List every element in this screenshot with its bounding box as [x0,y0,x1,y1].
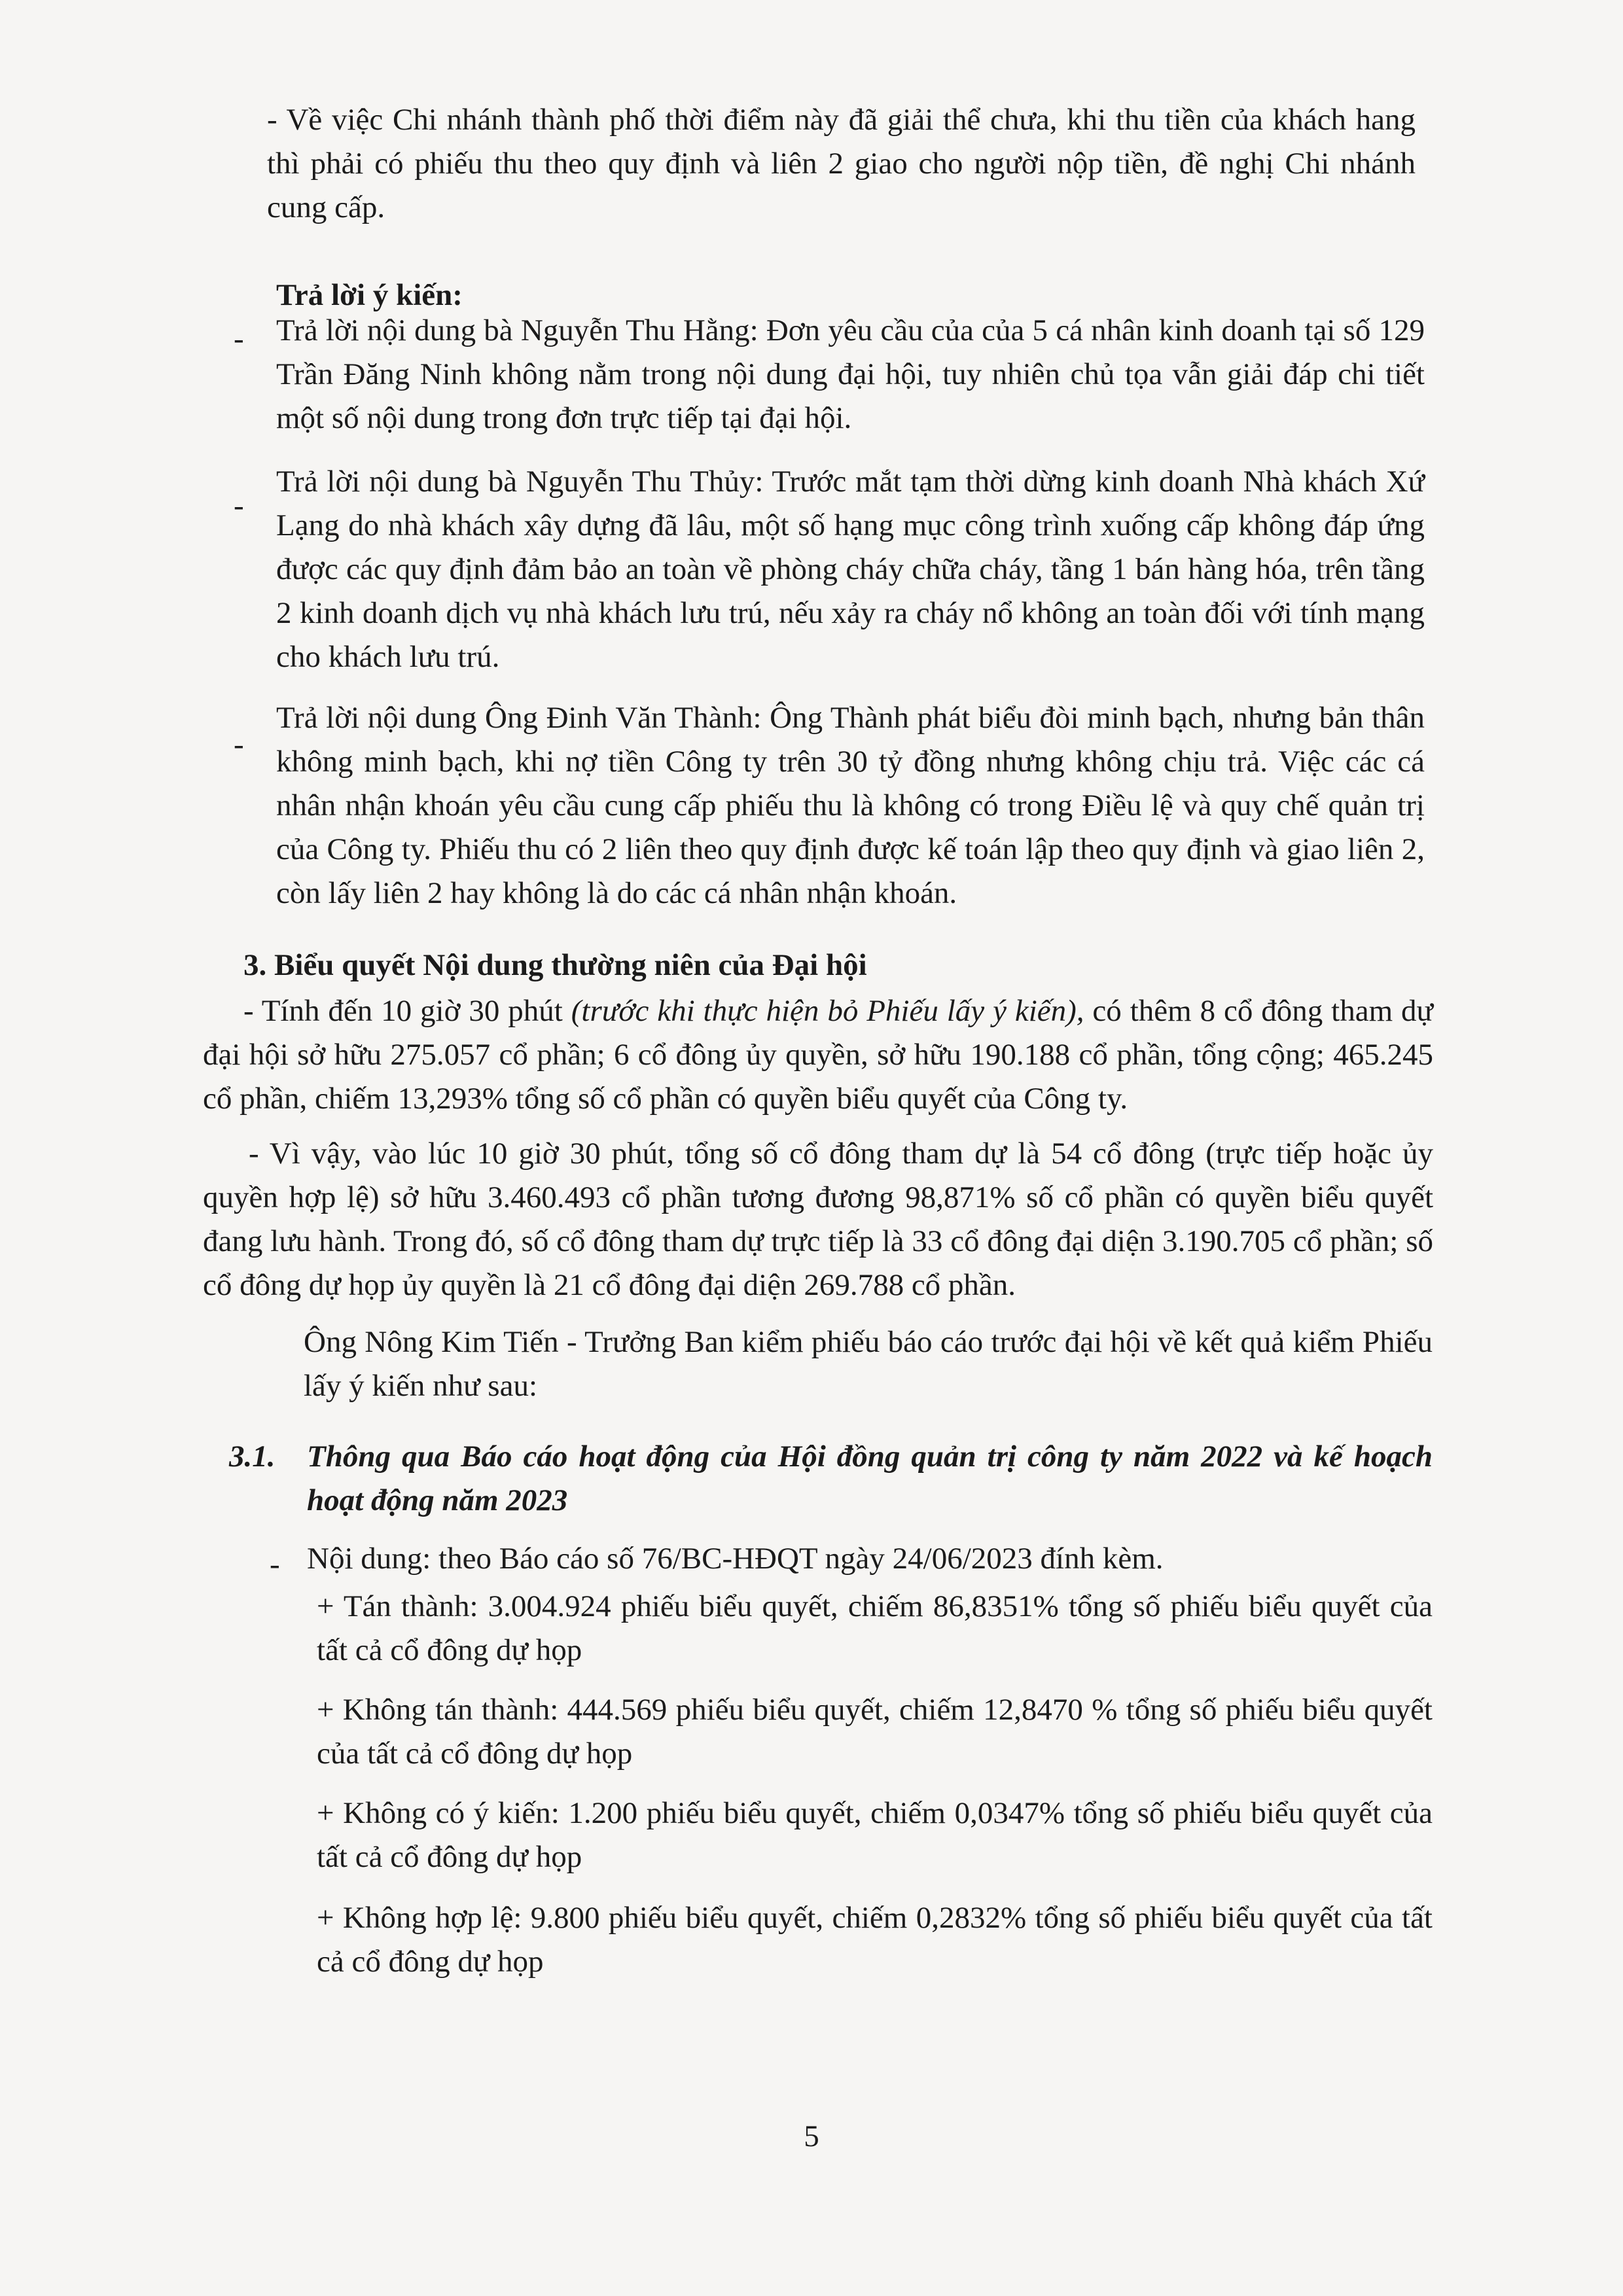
section-3-1-content-dash: - [270,1547,280,1581]
section-3-vote-report-intro: Ông Nông Kim Tiến - Trưởng Ban kiểm phiếu báo cáo trước đại hội về kết quả kiểm Phiếu lấy ý kiến như sau: [304,1325,1433,1403]
attendance-text-start: - Tính đến 10 giờ 30 phút [243,994,571,1028]
vote-no-opinion: + Không có ý kiến: 1.200 phiếu biểu quyết, chiếm 0,0347% tổng số phiếu biểu quyết của tất cả cổ đông dự họp [317,1796,1433,1874]
vote-disapprove: + Không tán thành: 444.569 phiếu biểu quyết, chiếm 12,8470 % tổng số phiếu biểu quyết của tất cả cổ đông dự họp [317,1693,1433,1771]
paragraph-branch-question: - Về việc Chi nhánh thành phố thời điểm này đã giải thể chưa, khi thu tiền của khách hang thì phải có phiếu thu theo quy định và liên 2 giao cho người nộp tiền, đề nghị Chi nhánh cung cấp. [267,103,1416,224]
vote-approve: + Tán thành: 3.004.924 phiếu biểu quyết, chiếm 86,8351% tổng số phiếu biểu quyết của tất cả cổ đông dự họp [317,1589,1433,1667]
reply-1-dash: - [234,322,244,356]
reply-nguyen-thu-hang: Trả lời nội dung bà Nguyễn Thu Hằng: Đơn yêu cầu của của 5 cá nhân kinh doanh tại số 129 Trần Đăng Ninh không nằm trong nội dung đại hội, tuy nhiên chủ tọa vẫn giải đáp chi tiết một số nội dung trong đơn trực tiếp tại đại hội. [276,313,1425,435]
reply-nguyen-thu-thuy: Trả lời nội dung bà Nguyễn Thu Thủy: Trước mắt tạm thời dừng kinh doanh Nhà khách Xứ Lạng do nhà khách xây dựng đã lâu, một số hạng mục công trình xuống cấp không đáp ứng được các quy định đảm bảo an toàn về phòng cháy chữa cháy, tầng 1 bán hàng hóa, trên tầng 2 kinh doanh dịch vụ nhà khách lưu trú, nếu xảy ra cháy nổ không an toàn đối với tính mạng cho khách lưu trú. [276,465,1425,674]
section-3-total-attendance: - Vì vậy, vào lúc 10 giờ 30 phút, tổng số cổ đông tham dự là 54 cổ đông (trực tiếp hoặc ủy quyền hợp lệ) sở hữu 3.460.493 cổ phần tương đương 98,871% số cổ phần có quyền biểu quyết đang lưu hành. Trong đó, số cổ đông tham dự trực tiếp là 33 cổ đông đại diện 3.190.705 cổ phần; số cổ đông dự họp ủy quyền là 21 cổ đông đại diện 269.788 cổ phần. [203,1137,1433,1302]
section-3-1-title: Thông qua Báo cáo hoạt động của Hội đồng quản trị công ty năm 2022 và kế hoạch hoạt động năm 2023 [307,1439,1433,1517]
reply-2-dash: - [234,489,244,523]
attendance-italic-note: (trước khi thực hiện bỏ Phiếu lấy ý kiến), [571,994,1084,1028]
section-3-attendance-update [203,989,1433,1121]
page-number: 5 [804,2119,819,2153]
reply-dinh-van-thanh: Trả lời nội dung Ông Đinh Văn Thành: Ông Thành phát biểu đòi minh bạch, nhưng bản thân không minh bạch, khi nợ tiền Công ty trên 30 tỷ đồng nhưng không chịu trả. Việc các cá nhân nhận khoán yêu cầu cung cấp phiếu thu là không có trong Điều lệ và quy chế quản trị của Công ty. Phiếu thu có 2 liên theo quy định được kế toán lập theo quy định và giao liên 2, còn lấy liên 2 hay không là do các cá nhân nhận khoán. [276,701,1425,910]
section-3-heading: 3. Biểu quyết Nội dung thường niên của Đại hội [243,948,867,982]
reply-3-dash: - [234,728,244,762]
section-3-1-content: Nội dung: theo Báo cáo số 76/BC-HĐQT ngày 24/06/2023 đính kèm. [307,1542,1164,1576]
attendance-text-end: có thêm 8 cổ đông tham dự đại hội sở hữu 275.057 cổ phần; 6 cổ đông ủy quyền, sở hữu 190.188 cổ phần, tổng cộng; 465.245 cổ phần, chiếm 13,293% tổng số cổ phần có quyền biểu quyết của Công ty. [203,994,1434,1116]
reply-heading: Trả lời ý kiến: [276,278,463,312]
vote-invalid: + Không hợp lệ: 9.800 phiếu biểu quyết, chiếm 0,2832% tổng số phiếu biểu quyết của tất cả cổ đông dự họp [317,1901,1433,1979]
section-3-1-number: 3.1. [229,1439,276,1474]
